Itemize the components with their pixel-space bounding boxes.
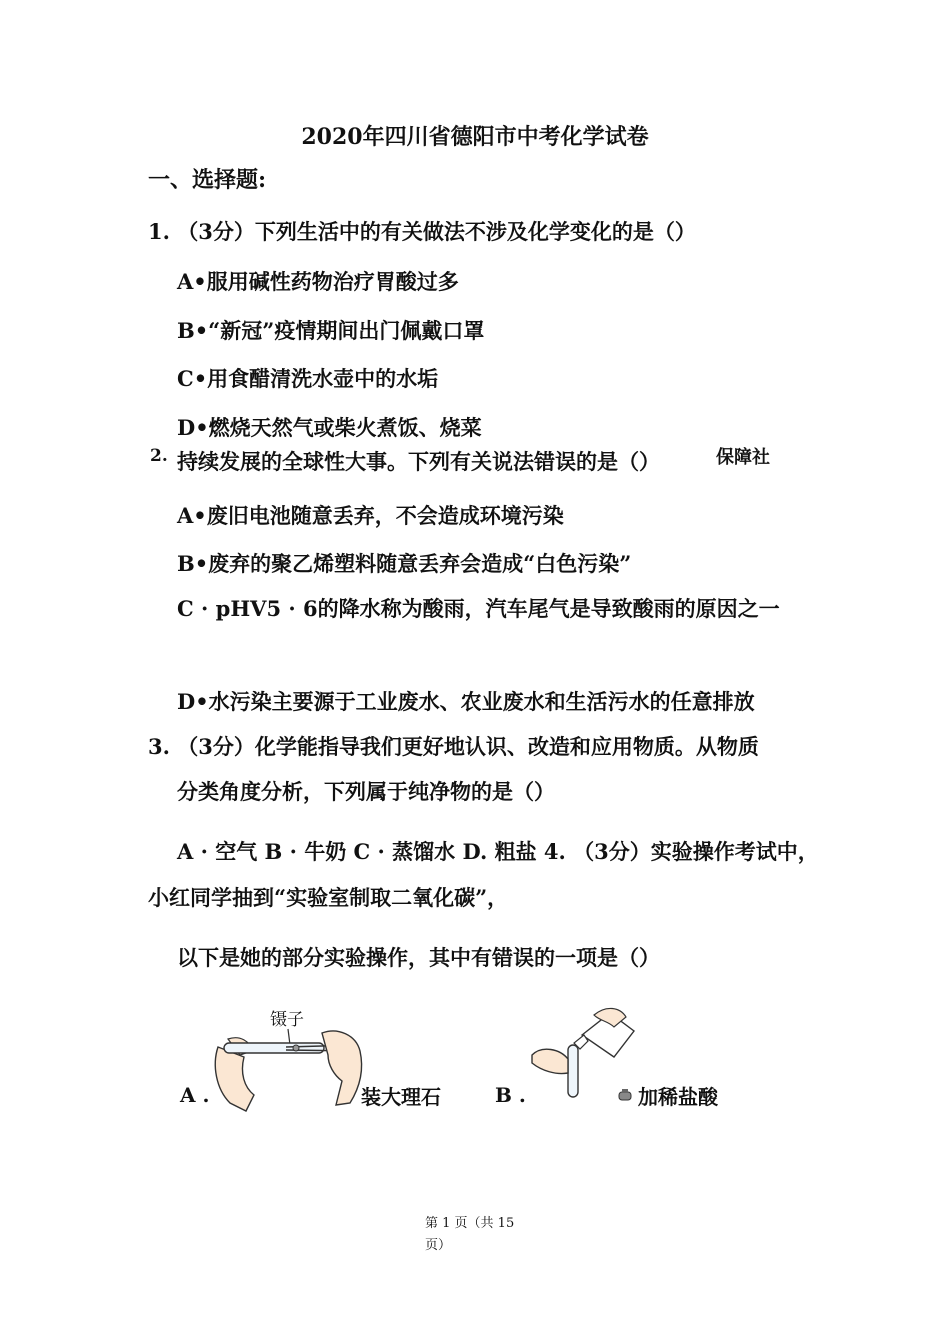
page-title: 2020年四川省德阳市中考化学试卷: [301, 124, 649, 150]
q1-option-b: B•“新冠”疫情期间出门佩戴口罩: [177, 318, 485, 343]
figure-a-illustration: [210, 1025, 370, 1115]
footer-line-2: 页）: [425, 1238, 452, 1253]
q2-option-d: D•水污染主要源于工业废水、农业废水和生活污水的任意排放: [177, 689, 755, 714]
figure-a-label: A .: [180, 1083, 210, 1107]
question-4-line2: 小红同学抽到“实验室制取二氧化碳”，: [148, 885, 509, 910]
question-2-overlap-text: 保障社: [716, 447, 770, 468]
q2-option-b: B•废弃的聚乙烯塑料随意丢弃会造成“白色污染”: [177, 551, 632, 576]
question-3-options: A · 空气 B · 牛奶 C · 蒸馏水 D. 粗盐 4. （3分）实验操作考试中，: [177, 839, 819, 864]
figure-a-callout: 镊子: [270, 1010, 304, 1030]
page-footer: [425, 1213, 535, 1257]
q2-option-a: A•废旧电池随意丢弃，不会造成环境污染: [177, 503, 564, 528]
question-3-stem-line2: 分类角度分析，下列属于纯净物的是（）: [177, 779, 555, 804]
question-2-number: 2.: [150, 446, 168, 466]
reagent-bottle-icon: [618, 1089, 632, 1101]
q1-option-a: A•服用碱性药物治疗胃酸过多: [177, 269, 459, 294]
question-1-stem: 1. （3分）下列生活中的有关做法不涉及化学变化的是（）: [148, 219, 696, 244]
figure-b-caption: 加稀盐酸: [638, 1085, 718, 1109]
question-3-stem-line1: 3. （3分）化学能指导我们更好地认识、改造和应用物质。从物质: [148, 734, 759, 759]
section-heading: 一、选择题:: [148, 167, 267, 193]
question-2-stem: 持续发展的全球性大事。下列有关说法错误的是（）: [177, 449, 660, 474]
question-4-line3: 以下是她的部分实验操作，其中有错误的一项是（）: [177, 945, 660, 970]
q1-option-d: D•燃烧天然气或柴火煮饭、烧菜: [177, 415, 482, 440]
footer-line-1: 第 1 页（共 15: [425, 1216, 515, 1231]
q1-option-c: C•用食醋清洗水壶中的水垢: [177, 366, 439, 391]
q2-option-c: C · pHV5 · 6的降水称为酸雨，汽车尾气是导致酸雨的原因之一: [177, 596, 780, 621]
figure-b-label: B .: [495, 1083, 526, 1107]
figure-a-caption: 装大理石: [361, 1085, 441, 1109]
